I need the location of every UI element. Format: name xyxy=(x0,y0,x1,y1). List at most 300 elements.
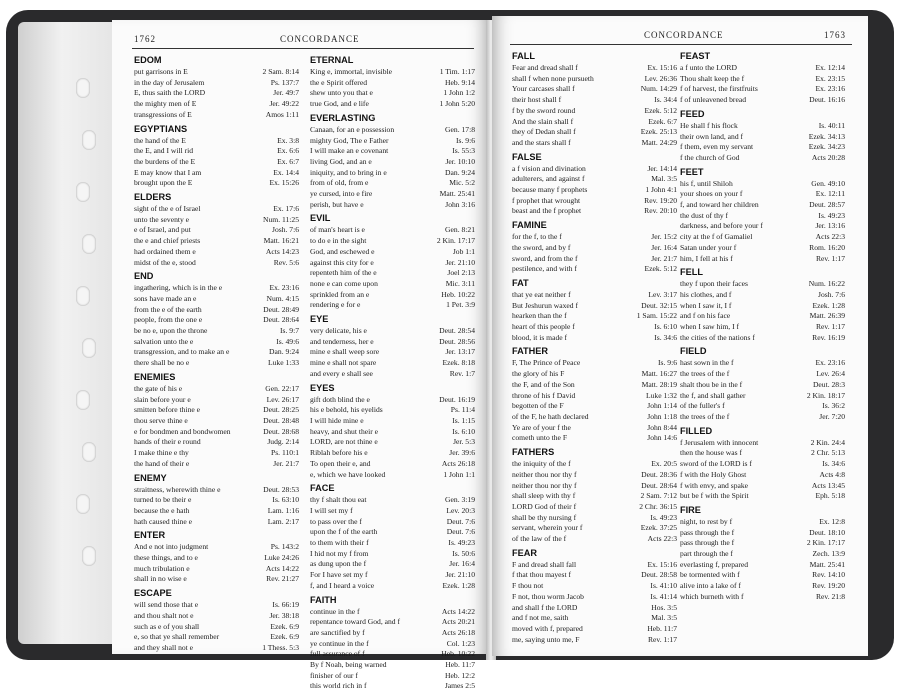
scripture-reference: Lam. 2:17 xyxy=(267,516,299,526)
phrase-text: living God, and an e xyxy=(310,156,372,166)
concordance-line xyxy=(680,301,845,312)
concordance-line xyxy=(512,513,677,524)
concordance-line xyxy=(512,380,677,391)
scripture-reference: Josh. 7:6 xyxy=(271,225,299,235)
concordance-line xyxy=(310,136,475,147)
entry-heading: FELL xyxy=(680,267,703,278)
scripture-reference: Jer. 15:2 xyxy=(651,232,677,242)
phrase-text: I will make an e covenant xyxy=(310,146,389,156)
concordance-line xyxy=(134,305,299,316)
scripture-reference: Rev. 21:27 xyxy=(266,574,299,584)
scripture-reference: Is. 9:7 xyxy=(280,326,299,336)
scripture-reference: Matt. 25:41 xyxy=(439,189,475,199)
phrase-text: hands of their e round xyxy=(134,437,201,447)
phrase-text: servant, wherein your f xyxy=(512,523,583,533)
concordance-line xyxy=(680,132,845,143)
scripture-reference: Deut. 28:53 xyxy=(263,484,299,494)
scripture-reference: 1 Thess. 5:3 xyxy=(262,642,299,652)
concordance-line xyxy=(680,290,845,301)
phrase-text: everlasting f, prepared xyxy=(680,559,749,569)
concordance-line xyxy=(310,125,475,136)
scripture-reference: Is. 63:10 xyxy=(272,495,299,505)
scripture-reference: Matt. 16:27 xyxy=(641,369,677,379)
scripture-reference: Is. 9:6 xyxy=(456,135,475,145)
phrase-text: a f unto the LORD xyxy=(680,63,737,72)
phrase-text: E may know that I am xyxy=(134,167,202,177)
phrase-text: when I saw it, I f xyxy=(680,300,732,310)
phrase-text: to them with their f xyxy=(310,538,369,548)
scripture-reference: Ex. 14:4 xyxy=(273,167,299,177)
concordance-line xyxy=(310,527,475,538)
phrase-text: adulterers, and against f xyxy=(512,174,585,184)
entry-heading: FAT xyxy=(512,277,529,288)
phrase-text: the trees of the f xyxy=(680,411,730,421)
scripture-reference: Joel 2:13 xyxy=(447,268,475,278)
phrase-text: He shall f his flock xyxy=(680,120,738,130)
scripture-reference: John 14:6 xyxy=(647,433,677,443)
scripture-reference: Jer. 49:7 xyxy=(273,88,299,98)
phrase-text: the glory of his F xyxy=(512,369,565,379)
concordance-line xyxy=(134,622,299,633)
phrase-text: f, and toward her children xyxy=(680,200,759,210)
phrase-text: ye cursed, into e fire xyxy=(310,189,373,199)
scripture-reference: Rev. 1:17 xyxy=(815,322,845,332)
concordance-line xyxy=(680,448,845,459)
phrase-text: repentance toward God, and f xyxy=(310,617,401,627)
phrase-text: because many f prophets xyxy=(512,185,588,195)
scripture-reference: Lev. 26:17 xyxy=(266,394,299,404)
concordance-line xyxy=(310,326,475,337)
concordance-line xyxy=(680,84,845,95)
phrase-text: And the slain shall f xyxy=(512,116,574,126)
phrase-text: when I saw him, I f xyxy=(680,322,740,332)
concordance-line xyxy=(512,196,677,207)
phrase-text: his clothes, and f xyxy=(680,289,732,299)
scripture-reference: Jer. 21:10 xyxy=(445,570,475,580)
phrase-text: f the church of God xyxy=(680,152,740,162)
scripture-reference: Rev. 1:7 xyxy=(449,368,475,378)
concordance-line xyxy=(680,380,845,391)
phrase-text: pass through the f xyxy=(680,538,735,548)
concordance-line xyxy=(134,643,299,654)
scripture-reference: Jer. 10:10 xyxy=(445,156,475,166)
phrase-text: be tormented with f xyxy=(680,570,740,580)
scripture-reference: 2 Chr. 36:15 xyxy=(639,501,677,511)
phrase-text: and they shall not e xyxy=(134,642,194,652)
concordance-line xyxy=(134,146,299,157)
scripture-reference: Lev. 26:36 xyxy=(644,73,677,83)
scripture-reference: Is. 49:23 xyxy=(448,538,475,548)
scripture-reference: Jer. 16:4 xyxy=(449,559,475,569)
phrase-text: the e Spirit offered xyxy=(310,77,368,87)
scripture-reference: Ex. 12:11 xyxy=(815,189,845,199)
concordance-line xyxy=(680,528,845,539)
concordance-line xyxy=(512,635,677,646)
left-page-number: 1762 xyxy=(134,34,156,44)
scripture-reference: Ezek. 1:28 xyxy=(812,300,845,310)
phrase-text: heart of this people f xyxy=(512,322,575,332)
phrase-text: for the f, to the f xyxy=(512,232,562,242)
concordance-line xyxy=(680,179,845,190)
phrase-text: and thou shalt not e xyxy=(134,610,194,620)
scripture-reference: Hos. 3:5 xyxy=(651,602,677,612)
phrase-text: and the stars shall f xyxy=(512,137,571,147)
scripture-reference: Ezek. 34:13 xyxy=(808,131,845,141)
scripture-reference: Deut. 28:58 xyxy=(641,570,677,580)
concordance-line xyxy=(680,517,845,528)
phrase-text: hast sown in the f xyxy=(680,358,734,368)
concordance-line xyxy=(310,405,475,416)
concordance-line xyxy=(134,427,299,438)
scripture-reference: Is. 34:4 xyxy=(654,95,677,105)
scripture-reference: Deut. 7:6 xyxy=(446,516,475,526)
phrase-text: his f, until Shiloh xyxy=(680,178,733,188)
phrase-text: Fear and dread shall f xyxy=(512,63,578,72)
phrase-text: begotten of the F xyxy=(512,401,564,411)
phrase-text: rendering e for e xyxy=(310,300,361,310)
concordance-line xyxy=(134,437,299,448)
concordance-line xyxy=(310,337,475,348)
concordance-line xyxy=(134,495,299,506)
phrase-text: God, and eschewed e xyxy=(310,246,375,256)
concordance-line xyxy=(512,138,677,149)
scripture-reference: Acts 22:3 xyxy=(815,232,845,242)
concordance-line xyxy=(134,337,299,348)
phrase-text: hearken than the f xyxy=(512,311,567,321)
phrase-text: of the fuller's f xyxy=(680,401,725,411)
phrase-text: f of unleavened bread xyxy=(680,95,746,105)
scripture-reference: 1 Pet. 3:9 xyxy=(446,300,475,310)
scripture-reference: 1 John 1:2 xyxy=(443,88,475,98)
phrase-text: mine e shall not spare xyxy=(310,358,377,368)
phrase-text: neither thou nor thy f xyxy=(512,469,577,479)
scripture-reference: Matt. 16:21 xyxy=(263,236,299,246)
concordance-line xyxy=(134,236,299,247)
phrase-text: they of Dedan shall f xyxy=(512,127,576,137)
phrase-text: beast and the f prophet xyxy=(512,206,582,216)
concordance-line xyxy=(134,632,299,643)
scripture-reference: Ezek. 6:7 xyxy=(648,116,677,126)
scripture-reference: Zech. 13:9 xyxy=(812,549,845,559)
concordance-line xyxy=(310,347,475,358)
concordance-line xyxy=(134,294,299,305)
scripture-reference: Jer. 49:22 xyxy=(269,99,299,109)
scripture-reference: Gen. 17:8 xyxy=(445,124,475,134)
concordance-line xyxy=(310,495,475,506)
concordance-line xyxy=(134,405,299,416)
concordance-line xyxy=(512,95,677,106)
phrase-text: pestilence, and with f xyxy=(512,264,577,274)
scripture-reference: Jer. 21:10 xyxy=(445,257,475,267)
concordance-line xyxy=(680,142,845,153)
entry-heading: EYE xyxy=(310,314,329,325)
phrase-text: and every e shall see xyxy=(310,368,373,378)
concordance-line xyxy=(310,427,475,438)
thumb-tab xyxy=(76,286,90,306)
scripture-reference: Deut. 28:48 xyxy=(263,415,299,425)
phrase-text: sword of the LORD is f xyxy=(680,459,752,469)
phrase-text: King e, immortal, invisible xyxy=(310,67,393,76)
scripture-reference: Acts 13:45 xyxy=(811,480,845,490)
scripture-reference: Deut. 28:57 xyxy=(809,200,845,210)
scripture-reference: Jer. 7:20 xyxy=(819,411,845,421)
entry-heading: EVERLASTING xyxy=(310,112,376,123)
phrase-text: the dust of thy f xyxy=(680,210,729,220)
entry-heading: END xyxy=(134,271,154,282)
scripture-reference: Ezek. 34:23 xyxy=(808,142,845,152)
concordance-line xyxy=(512,491,677,502)
phrase-text: the e and chief priests xyxy=(134,236,201,246)
scripture-reference: Acts 14:22 xyxy=(441,606,475,616)
concordance-line xyxy=(512,84,677,95)
right-column-2 xyxy=(680,48,845,603)
concordance-line xyxy=(680,570,845,581)
scripture-reference: Matt. 26:39 xyxy=(809,311,845,321)
scripture-reference: Deut. 16:16 xyxy=(809,95,845,105)
concordance-line xyxy=(134,611,299,622)
scripture-reference: Jer. 16:4 xyxy=(651,242,677,252)
phrase-text: me, saying unto me, F xyxy=(512,634,580,644)
concordance-line xyxy=(512,254,677,265)
phrase-text: F not, thou worm Jacob xyxy=(512,591,584,601)
concordance-line xyxy=(310,459,475,470)
scripture-reference: Lev. 20:3 xyxy=(446,505,475,515)
concordance-line xyxy=(134,99,299,110)
scripture-reference: Deut. 18:10 xyxy=(809,527,845,537)
scripture-reference: 2 Sam. 8:14 xyxy=(262,67,299,76)
scripture-reference: 1 Tim. 1:17 xyxy=(439,67,475,76)
phrase-text: sight of the e of Israel xyxy=(134,204,201,214)
scripture-reference: Amos 1:11 xyxy=(265,109,299,119)
phrase-text: as dung upon the f xyxy=(310,559,367,569)
concordance-line xyxy=(134,258,299,269)
phrase-text: and tenderness, her e xyxy=(310,336,374,346)
scripture-reference: John 1:14 xyxy=(647,401,677,411)
phrase-text: and f on his face xyxy=(680,311,731,321)
concordance-line xyxy=(680,243,845,254)
scripture-reference: Is. 34:6 xyxy=(654,332,677,342)
phrase-text: slain before your e xyxy=(134,394,191,404)
concordance-line xyxy=(134,553,299,564)
concordance-line xyxy=(310,300,475,311)
phrase-text: night, to rest by f xyxy=(680,516,733,526)
entry-heading: FEAR xyxy=(512,547,538,558)
phrase-text: shall in no wise e xyxy=(134,574,187,584)
phrase-text: shall be thy nursing f xyxy=(512,512,577,522)
concordance-line xyxy=(310,178,475,189)
concordance-line xyxy=(310,649,475,660)
phrase-text: sword, and from the f xyxy=(512,253,578,263)
phrase-text: a f vision and divination xyxy=(512,163,586,173)
concordance-line xyxy=(310,416,475,427)
scripture-reference: Mal. 3:5 xyxy=(651,613,677,623)
concordance-line xyxy=(512,243,677,254)
entry-heading: EVIL xyxy=(310,213,331,224)
concordance-line xyxy=(134,168,299,179)
scripture-reference: 2 Kin. 18:17 xyxy=(806,390,845,400)
phrase-text: F, The Prince of Peace xyxy=(512,358,581,368)
scripture-reference: 2 Sam. 7:12 xyxy=(640,491,677,501)
concordance-line xyxy=(680,279,845,290)
concordance-line xyxy=(512,560,677,571)
phrase-text: I hid not my f from xyxy=(310,548,369,558)
scripture-reference: Ex. 23:16 xyxy=(269,283,299,293)
concordance-line xyxy=(512,63,677,74)
scripture-reference: Ex. 23:15 xyxy=(815,73,845,83)
concordance-line xyxy=(134,574,299,585)
phrase-text: pass through the f xyxy=(680,527,735,537)
phrase-text: this world rich in f xyxy=(310,681,367,691)
scripture-reference: Deut. 28:49 xyxy=(263,304,299,314)
phrase-text: part through the f xyxy=(680,549,733,559)
scripture-reference: Matt. 25:41 xyxy=(809,559,845,569)
scripture-reference: Is. 34:6 xyxy=(822,459,845,469)
thumb-tab xyxy=(82,546,96,566)
scripture-reference: Luke 24:26 xyxy=(264,553,299,563)
concordance-line xyxy=(680,121,845,132)
concordance-line xyxy=(310,168,475,179)
phrase-text: to do e in the sight xyxy=(310,236,367,246)
phrase-text: f of harvest, the firstfruits xyxy=(680,84,758,94)
concordance-line xyxy=(310,290,475,301)
concordance-line xyxy=(512,534,677,545)
phrase-text: that ye eat neither f xyxy=(512,289,571,299)
phrase-text: e for bondmen and bondwomen xyxy=(134,426,231,436)
phrase-text: darkness, and before your f xyxy=(680,221,763,231)
concordance-line xyxy=(680,153,845,164)
phrase-text: the f, and shall gather xyxy=(680,390,746,400)
scripture-reference: Judg. 2:14 xyxy=(267,437,299,447)
scripture-reference: Rev. 20:10 xyxy=(644,206,677,216)
scripture-reference: Deut. 28:68 xyxy=(263,426,299,436)
scripture-reference: Is. 49:23 xyxy=(650,512,677,522)
scripture-reference: 2 Kin. 24:4 xyxy=(810,437,845,447)
phrase-text: from the e of the earth xyxy=(134,304,202,314)
concordance-line xyxy=(310,88,475,99)
phrase-text: e, which we have looked xyxy=(310,469,386,479)
thumb-tab xyxy=(82,234,96,254)
scripture-reference: Is. 36:2 xyxy=(822,401,845,411)
scripture-reference: Ex. 3:8 xyxy=(277,135,299,145)
scripture-reference: Luke 1:33 xyxy=(267,358,299,368)
phrase-text: cometh unto the F xyxy=(512,433,568,443)
scripture-reference: Ezek. 37:25 xyxy=(640,523,677,533)
phrase-text: then the house was f xyxy=(680,448,742,458)
phrase-text: f with envy, and spake xyxy=(680,480,749,490)
phrase-text: smitten before thine e xyxy=(134,405,201,415)
concordance-line xyxy=(134,157,299,168)
concordance-line xyxy=(512,358,677,369)
phrase-text: To open their e, and xyxy=(310,458,371,468)
concordance-line xyxy=(680,369,845,380)
concordance-line xyxy=(512,502,677,513)
scripture-reference: Ex. 23:16 xyxy=(815,358,845,368)
concordance-line xyxy=(680,358,845,369)
concordance-line xyxy=(680,459,845,470)
scripture-reference: Jer. 13:17 xyxy=(445,347,475,357)
concordance-line xyxy=(680,391,845,402)
scripture-reference: Ezek. 1:28 xyxy=(442,580,475,590)
concordance-line xyxy=(310,617,475,628)
scripture-reference: Jer. 39:6 xyxy=(449,448,475,458)
concordance-line xyxy=(680,63,845,74)
scripture-reference: Eph. 5:18 xyxy=(815,491,845,501)
concordance-line xyxy=(512,470,677,481)
concordance-line xyxy=(512,333,677,344)
concordance-line xyxy=(310,671,475,682)
concordance-line xyxy=(310,549,475,560)
concordance-line xyxy=(134,358,299,369)
entry-heading: ENTER xyxy=(134,530,166,541)
entry-heading: ENEMIES xyxy=(134,371,176,382)
scripture-reference: Jer. 5:3 xyxy=(453,437,475,447)
phrase-text: heavy, and shut their e xyxy=(310,426,379,436)
phrase-text: such as e of you shall xyxy=(134,621,200,631)
scripture-reference: Deut. 28:54 xyxy=(439,326,475,336)
scripture-reference: Is. 49:23 xyxy=(818,210,845,220)
scripture-reference: 2 Kin. 17:17 xyxy=(806,538,845,548)
concordance-line xyxy=(310,538,475,549)
phrase-text: full assurance of f xyxy=(310,649,365,659)
phrase-text: LORD God of their f xyxy=(512,501,577,511)
phrase-text: f them, even my servant xyxy=(680,142,754,152)
concordance-line xyxy=(310,67,475,78)
scripture-reference: Ps. 110:1 xyxy=(271,448,299,458)
concordance-line xyxy=(512,391,677,402)
concordance-line xyxy=(310,99,475,110)
concordance-line xyxy=(310,448,475,459)
scripture-reference: Jer. 21:7 xyxy=(273,458,299,468)
concordance-line xyxy=(512,311,677,322)
phrase-text: repenteth him of the e xyxy=(310,268,377,278)
phrase-text: Ye are of your f the xyxy=(512,422,571,432)
phrase-text: f with the Holy Ghost xyxy=(680,469,747,479)
phrase-text: in the day of Jerusalem xyxy=(134,77,205,87)
scripture-reference: Jer. 38:18 xyxy=(269,610,299,620)
phrase-text: had ordained them e xyxy=(134,246,196,256)
phrase-text: shalt thou be in the f xyxy=(680,379,743,389)
scripture-reference: Heb. 10:22 xyxy=(441,649,475,659)
concordance-line xyxy=(680,232,845,243)
concordance-line xyxy=(680,95,845,106)
concordance-line xyxy=(134,416,299,427)
scripture-reference: Heb. 9:14 xyxy=(445,77,475,87)
concordance-line xyxy=(134,225,299,236)
concordance-line xyxy=(680,438,845,449)
phrase-text: midst of the e, stood xyxy=(134,257,196,267)
concordance-line xyxy=(310,78,475,89)
phrase-text: thy f shalt thou eat xyxy=(310,495,367,505)
scripture-reference: Is. 40:11 xyxy=(818,120,845,130)
scripture-reference: Is. 41:10 xyxy=(650,581,677,591)
concordance-line xyxy=(512,423,677,434)
scripture-reference: Deut. 32:15 xyxy=(641,300,677,310)
concordance-line xyxy=(134,517,299,528)
phrase-text: I make thine e thy xyxy=(134,448,189,458)
concordance-line xyxy=(512,264,677,275)
phrase-text: upon the f of the earth xyxy=(310,527,378,537)
phrase-text: ingathering, which is in the e xyxy=(134,283,223,293)
concordance-line xyxy=(680,254,845,265)
concordance-line xyxy=(134,395,299,406)
phrase-text: finisher of our f xyxy=(310,670,358,680)
scripture-reference: 2 Chr. 5:13 xyxy=(811,448,845,458)
concordance-line xyxy=(310,146,475,157)
concordance-line xyxy=(134,542,299,553)
scripture-reference: Rev. 1:17 xyxy=(647,634,677,644)
phrase-text: they f upon their faces xyxy=(680,279,748,289)
phrase-text: from of old, from e xyxy=(310,178,369,188)
